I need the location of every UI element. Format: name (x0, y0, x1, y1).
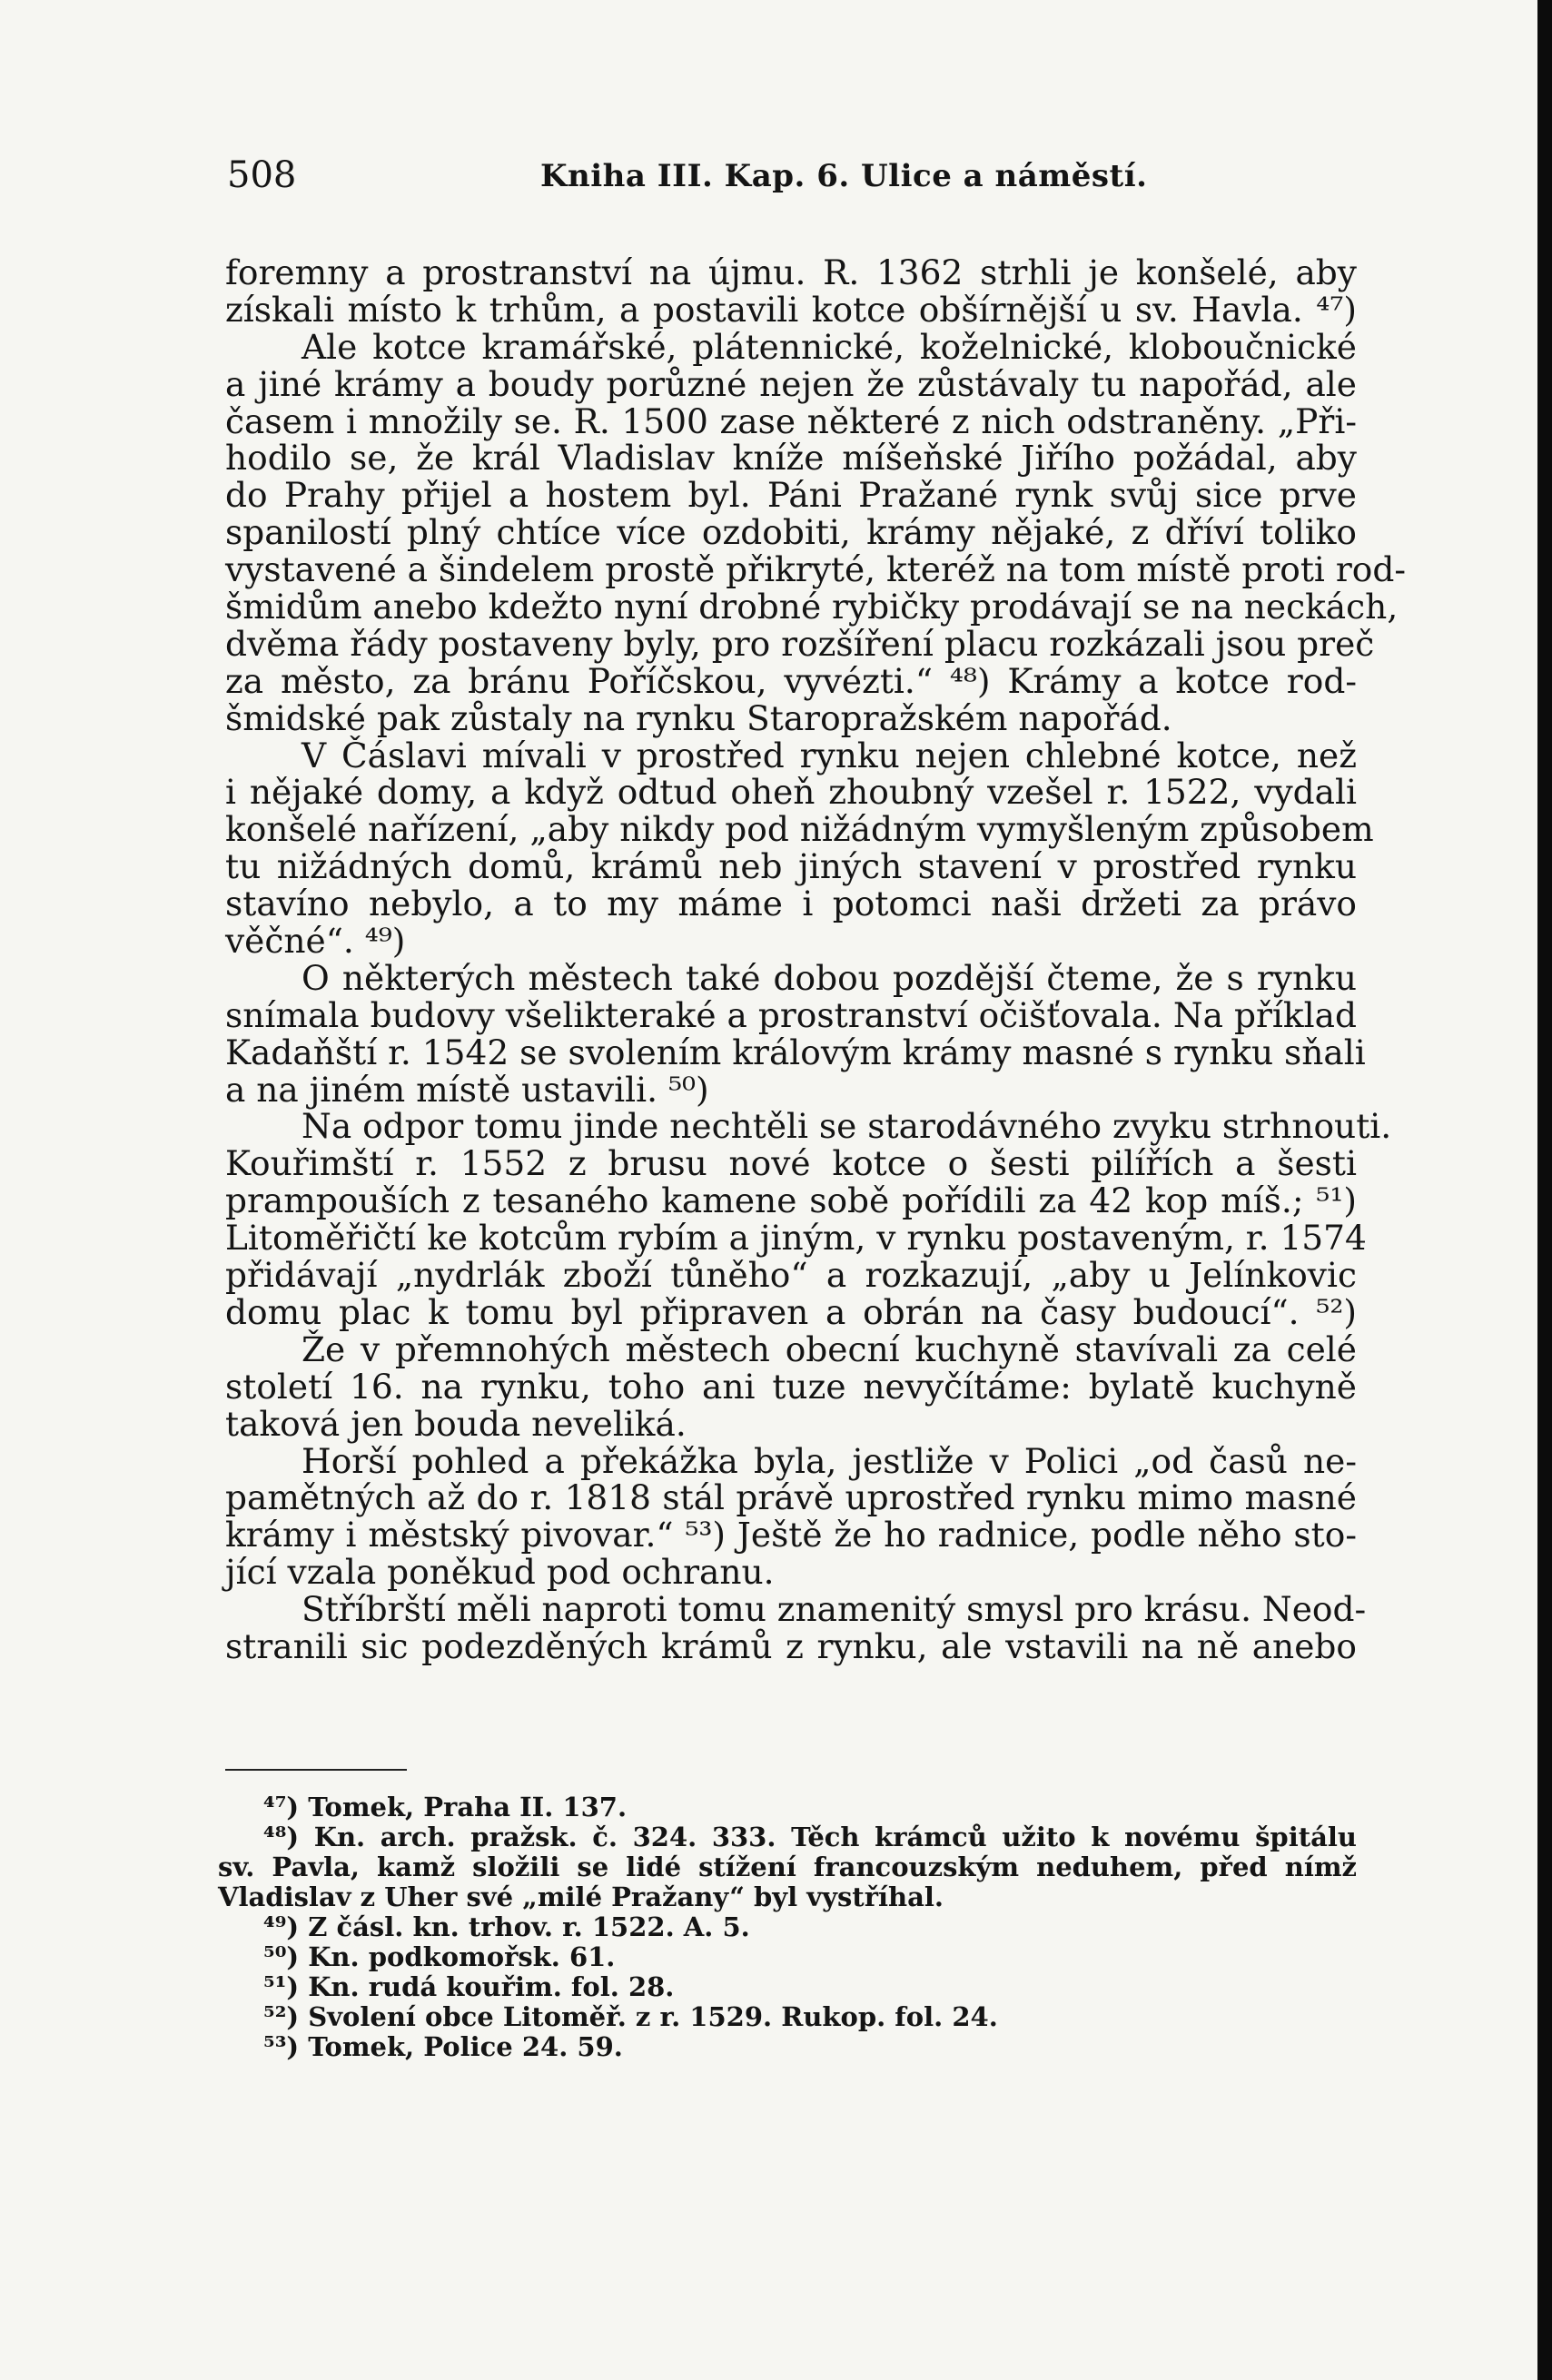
text-line: foremny a prostranství na újmu. R. 1362 strhli je konšelé, aby (225, 252, 1357, 292)
footnote-rule (225, 1769, 407, 1771)
running-head: Kniha III. Kap. 6. Ulice a náměstí. (540, 158, 1148, 194)
text-line: Ale kotce kramářské, plátennické, koželnické, kloboučnické (302, 326, 1357, 367)
text-line: snímala budovy všelikteraké a prostranství očišťovala. Na příklad (225, 994, 1357, 1035)
main-text (225, 252, 1406, 1666)
footnote-line: ⁴⁹) Z čásl. kn. trhov. r. 1522. A. 5. (263, 1911, 750, 1942)
text-line: Kouřimští r. 1552 z brusu nové kotce o šesti pilířích a šesti (225, 1143, 1357, 1184)
text-line: krámy i městský pivovar.“ ⁵³) Ještě že ho radnice, podle něho sto- (225, 1515, 1357, 1555)
text-line: přidávají „nydrlák zboží tůněho“ a rozkazují, „aby u Jelínkovic (225, 1255, 1357, 1296)
text-line: i nějaké domy, a když odtud oheň zhoubný vzešel r. 1522, vydali (225, 772, 1357, 813)
text-line: Kadaňští r. 1542 se svolením královým krámy masné s rynku sňali (225, 1032, 1366, 1072)
text-line: taková jen bouda neveliká. (225, 1403, 687, 1444)
footnote-line: Vladislav z Uher své „milé Pražany“ byl vystříhal. (218, 1881, 944, 1912)
text-line: Litoměřičtí ke kotcům rybím a jiným, v rynku postaveným, r. 1574 (225, 1218, 1367, 1259)
text-line: dvěma řády postaveny byly, pro rozšíření placu rozkázali jsou preč (225, 623, 1375, 664)
text-line: časem i množily se. R. 1500 zase některé z nich odstraněny. „Při- (225, 400, 1357, 441)
footnote-line: sv. Pavla, kamž složili se lidé stížení francouzským neduhem, před nímž (218, 1852, 1357, 1882)
text-line: konšelé nařízení, „aby nikdy pod nižádným vymyšleným způsobem (225, 809, 1374, 850)
text-line: šmidské pak zůstaly na rynku Staropražském napořád. (225, 697, 1172, 738)
text-line: za město, za bránu Poříčskou, vyvézti.“ ⁴⁸) Krámy a kotce rod- (225, 660, 1357, 701)
footnote-line: ⁵¹) Kn. rudá kouřim. fol. 28. (263, 1971, 675, 2002)
page-header (227, 154, 1362, 209)
text-line: a jiné krámy a boudy porůzné nejen že zůstávaly tu napořád, ale (225, 363, 1357, 404)
footnote-line: ⁵²) Svolení obce Litoměř. z r. 1529. Rukop. fol. 24. (263, 2001, 998, 2032)
footnote-line: ⁵⁰) Kn. podkomořsk. 61. (263, 1941, 616, 1972)
text-line: tu nižádných domů, krámů neb jiných stavení v prostřed rynku (225, 846, 1357, 887)
text-line: a na jiném místě ustavili. ⁵⁰) (225, 1069, 709, 1110)
text-line: spanilostí plný chtíce více ozdobiti, krámy nějaké, z dříví toliko (225, 512, 1357, 553)
text-line: do Prahy přijel a hostem byl. Páni Pražané rynk svůj sice prve (225, 475, 1357, 516)
footnote-line: ⁵³) Tomek, Police 24. 59. (263, 2031, 623, 2062)
footnote-line: ⁴⁷) Tomek, Praha II. 137. (263, 1792, 628, 1822)
text-line: stranili sic podezděných krámů z rynku, ale vstavili na ně anebo (225, 1625, 1357, 1666)
text-line: O některých městech také dobou pozdější čteme, že s rynku (302, 957, 1357, 998)
text-line: hodilo se, že král Vladislav kníže míšeňské Jiřího požádal, aby (225, 438, 1357, 479)
footnote-line: ⁴⁸) Kn. arch. pražsk. č. 324. 333. Těch krámců užito k novému špitálu (263, 1822, 1357, 1852)
text-line: prampouších z tesaného kamene sobě pořídili za 42 kop míš.; ⁵¹) (225, 1180, 1357, 1221)
text-line: získali místo k trhům, a postavili kotce obšírnější u sv. Havla. ⁴⁷) (225, 289, 1357, 330)
page-number: 508 (227, 154, 297, 196)
text-line: vystavené a šindelem prostě přikryté, kteréž na tom místě proti rod- (225, 549, 1406, 590)
text-line: domu plac k tomu byl připraven a obrán na časy budoucí“. ⁵²) (225, 1291, 1357, 1332)
text-line: Stříbrští měli naproti tomu znamenitý smysl pro krásu. Neod- (302, 1589, 1367, 1630)
text-line: Horší pohled a překážka byla, jestliže v Polici „od časů ne- (302, 1440, 1357, 1481)
text-line: V Čáslavi mívali v prostřed rynku nejen chlebné kotce, než (302, 735, 1357, 775)
text-line: století 16. na rynku, toho ani tuze nevyčítáme: bylatě kuchyně (225, 1366, 1357, 1407)
text-line: Na odpor tomu jinde nechtěli se starodávného zvyku strhnouti. (302, 1106, 1392, 1147)
scan-edge (1537, 0, 1552, 2380)
text-line: šmidům anebo kdežto nyní drobné rybičky prodávají se na neckách, (225, 587, 1399, 627)
footnotes (218, 1792, 1357, 2062)
text-line: Že v přemnohých městech obecní kuchyně stavívali za celé (302, 1328, 1357, 1369)
text-line: jící vzala poněkud pod ochranu. (225, 1552, 775, 1593)
text-line: stavíno nebylo, a to my máme i potomci naši držeti za právo (225, 884, 1357, 924)
text-line: pamětných až do r. 1818 stál právě uprostřed rynku mimo masné (225, 1477, 1357, 1518)
text-line: věčné“. ⁴⁹) (225, 921, 406, 962)
